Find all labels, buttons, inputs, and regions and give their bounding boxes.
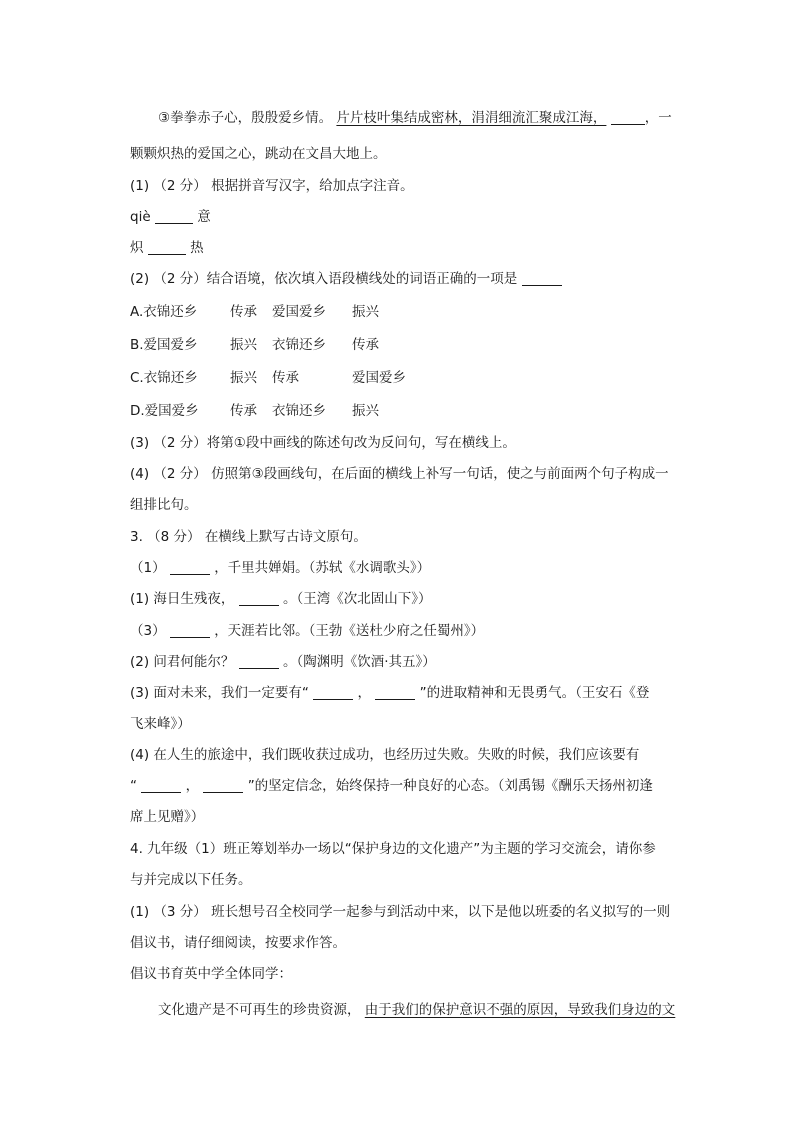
answer-blank[interactable] <box>203 778 243 793</box>
passage-paragraph-3-line1: ③拳拳赤子心，殷殷爱乡情。 片片枝叶集结成密林，涓涓细流汇聚成江海， ，一 <box>158 110 672 126</box>
passage-paragraph-3-line2: 颗颗炽热的爱国之心，跳动在文昌大地上。 <box>130 146 387 162</box>
q3-line-6-end: 席上见赠》） <box>130 809 205 825</box>
q3-line-5-cont: 飞来峰》） <box>130 716 191 732</box>
q2-sub4-prompt-line1: (4) （2 分） 仿照第③段画线句，在后面的横线上补写一句话，使之与前面两个句子构成一 <box>130 466 669 482</box>
q3-title: 3. （8 分） 在横线上默写古诗文原句。 <box>130 529 367 545</box>
letter-heading: 倡议书育英中学全体同学： <box>130 966 292 982</box>
answer-blank[interactable] <box>313 685 353 700</box>
q2-sub1-prompt: (1) （2 分） 根据拼音写汉字，给加点字注音。 <box>130 178 414 194</box>
q3-line-6-cont: “ ， ”的坚定信念，始终保持一种良好的心态。（刘禹锡《酬乐天扬州初逢 <box>130 778 653 794</box>
q3-line-3: （3） ，天涯若比邻。（王勃《送杜少府之任蜀州》） <box>130 623 485 639</box>
answer-blank[interactable] <box>522 271 562 286</box>
q3-line-6: (4) 在人生的旅途中，我们既收获过成功，也经历过失败。失败的时候，我们应该要有 <box>130 747 640 763</box>
q4-sub1-line1: (1) （3 分） 班长想号召全校同学一起参与到活动中来，以下是他以班委的名义拟写的一则 <box>130 904 671 920</box>
underlined-sentence: 片片枝叶集结成密林，涓涓细流汇聚成江海， <box>336 110 607 126</box>
q2-sub2-prompt: (2) （2 分）结合语境，依次填入语段横线处的词语正确的一项是 <box>130 269 562 289</box>
answer-blank[interactable] <box>170 623 210 638</box>
option-d[interactable]: D.爱国爱乡 传承 衣锦还乡 振兴 <box>130 403 379 419</box>
answer-blank[interactable] <box>375 685 415 700</box>
answer-blank[interactable] <box>611 110 645 125</box>
q3-line-1: （1） ，千里共婵娟。（苏轼《水调歌头》） <box>130 560 431 576</box>
option-b[interactable]: B.爱国爱乡 振兴 衣锦还乡 传承 <box>130 337 379 353</box>
option-a[interactable]: A.衣锦还乡 传承 爱国爱乡 振兴 <box>130 304 379 320</box>
option-c[interactable]: C.衣锦还乡 振兴 传承 爱国爱乡 <box>130 370 406 386</box>
q4-title-line2: 与并完成以下任务。 <box>130 872 252 888</box>
q4-sub1-line2: 倡议书，请仔细阅读，按要求作答。 <box>130 935 346 951</box>
underlined-sentence: 由于我们的保护意识不强的原因，导致我们身边的文 <box>364 1002 676 1018</box>
q3-line-4: (2) 问君何能尔？ 。（陶渊明《饮酒·其五》） <box>130 654 436 670</box>
pinyin-item-2: 炽 热 <box>130 240 204 256</box>
q2-sub3-prompt: (3) （2 分）将第①段中画线的陈述句改为反问句，写在横线上。 <box>130 435 516 451</box>
answer-blank[interactable] <box>155 209 193 224</box>
pinyin-item-1: qiè 意 <box>130 209 211 225</box>
answer-blank[interactable] <box>170 560 210 575</box>
answer-blank[interactable] <box>239 591 279 606</box>
q2-sub4-prompt-line2: 组排比句。 <box>130 497 198 513</box>
answer-blank[interactable] <box>148 240 186 255</box>
answer-blank[interactable] <box>239 654 279 669</box>
q3-line-5: (3) 面对未来，我们一定要有“ ， ”的进取精神和无畏勇气。（王安石《登 <box>130 685 650 701</box>
letter-paragraph-1: 文化遗产是不可再生的珍贵资源， 由于我们的保护意识不强的原因，导致我们身边的文 <box>158 1002 676 1018</box>
q3-line-2: (1) 海日生残夜， 。（王湾《次北固山下》） <box>130 591 432 607</box>
answer-blank[interactable] <box>141 778 181 793</box>
q4-title-line1: 4. 九年级（1）班正筹划举办一场以“保护身边的文化遗产”为主题的学习交流会，请你参 <box>130 841 656 857</box>
